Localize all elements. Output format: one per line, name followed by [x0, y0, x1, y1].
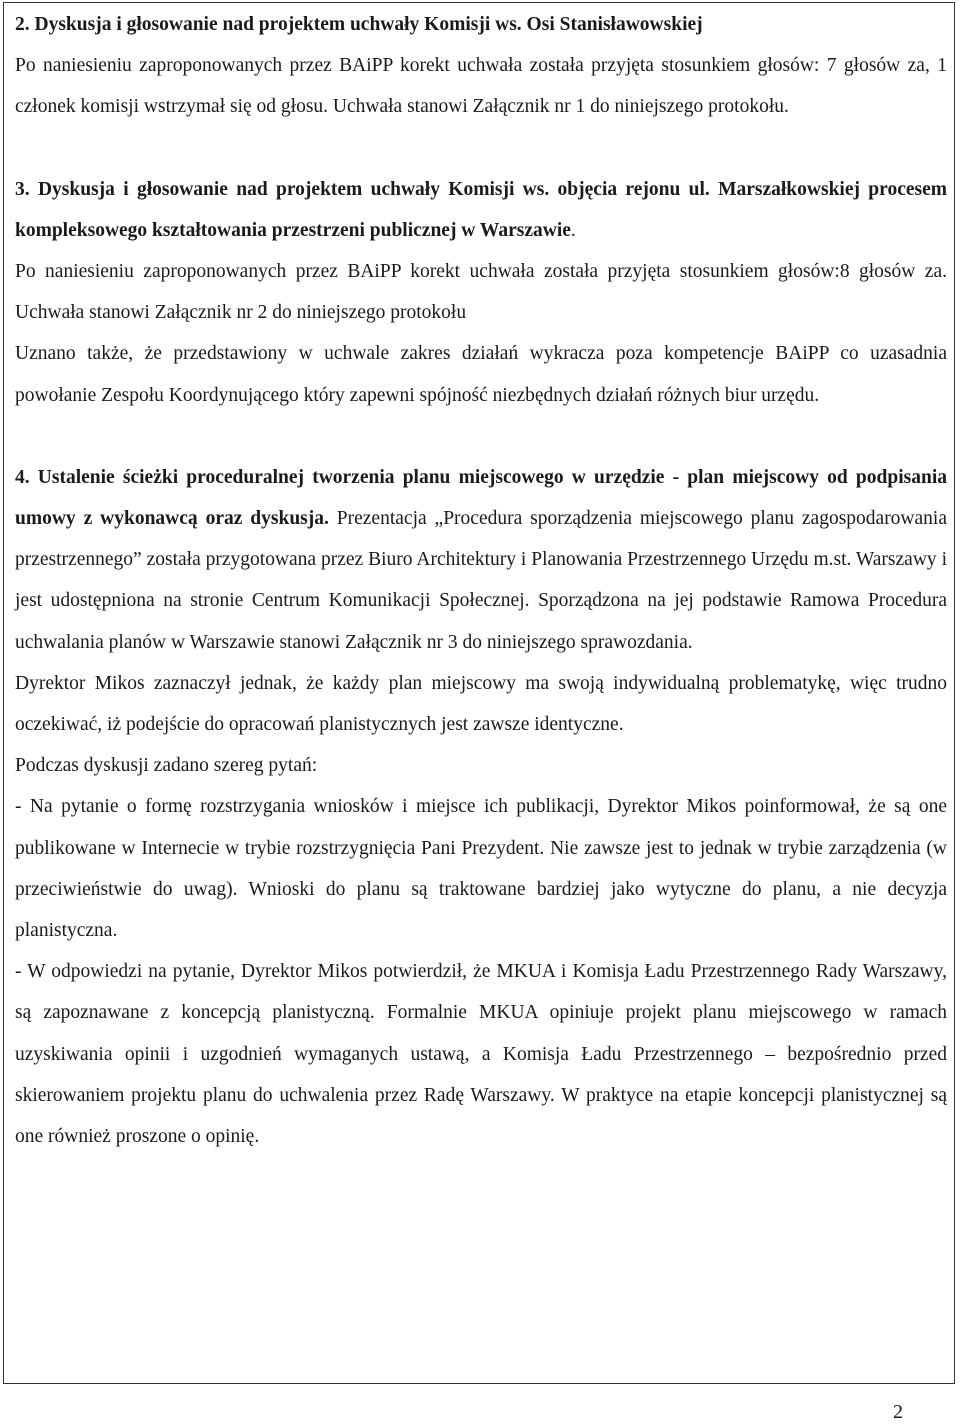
section-2-body: Po naniesieniu zaproponowanych przez BAiPP korekt uchwała została przyjęta stosunkiem głosów: 7 głosów za, 1 członek komisji wstrzymał się od głosu. Uchwała stanowi Załącznik nr 1 do niniejszego protokołu.: [15, 55, 947, 118]
section-3-note: Uznano także, że przedstawiony w uchwale zakres działań wykracza poza kompetencje BAiPP co uzasadnia powołanie Zespołu Koordynującego który zapewni spójność niezbędnych działań różnych biur urzędu.: [15, 343, 947, 406]
section-3-body: Po naniesieniu zaproponowanych przez BAiPP korekt uchwała została przyjęta stosunkiem głosów:8 głosów za. Uchwała stanowi Załącznik nr 2 do niniejszego protokołu: [15, 261, 947, 324]
section-4-questions-intro: Podczas dyskusji zadano szereg pytań:: [15, 755, 318, 777]
section-4-heading: 4. Ustalenie ścieżki proceduralnej tworzenia planu miejscowego w urzędzie - plan miejscowy od podpisania umowy z wykonawcą oraz dyskusja.: [15, 466, 947, 530]
section-4-director: Dyrektor Mikos zaznaczył jednak, że każdy plan miejscowy ma swoją indywidualną problematykę, więc trudno oczekiwać, iż podejście do opracowań planistycznych jest zawsze identyczne.: [15, 672, 947, 736]
section-2: [15, 4, 947, 128]
document-body: [15, 4, 947, 1157]
section-4-question-2: - W odpowiedzi na pytanie, Dyrektor Mikos potwierdził, że MKUA i Komisja Ładu Przestrzennego Rady Warszawy, są zapoznawane z koncepcją planistyczną. Formalnie MKUA opiniuje projekt planu miejscowego w ramach uzyskiwania opinii i uzgodnień wymaganych ustawą, a Komisja Ładu Przestrzennego – bezpośrednio przed skierowaniem projektu planu do uchwalenia przez Radę Warszawy. W praktyce na etapie koncepcji planistycznej są one również proszone o opinię.: [15, 961, 947, 1148]
page-number: 2: [893, 1401, 903, 1423]
section-4-body: Prezentacja „Procedura sporządzenia miejscowego planu zagospodarowania przestrzennego” została przygotowana przez Biuro Architektury i Planowania Przestrzennego Urzędu m.st. Warszawy i jest udostępniona na stronie Centrum Komunikacji Społecznej. Sporządzona na jej podstawie Ramowa Procedura uchwalania planów w Warszawie stanowi Załącznik nr 3 do niniejszego sprawozdania.: [15, 508, 947, 653]
section-4-question-1: - Na pytanie o formę rozstrzygania wniosków i miejsce ich publikacji, Dyrektor Mikos poinformował, że są one publikowane w Internecie w trybie rozstrzygnięcia Pani Prezydent. Nie zawsze jest to jednak w trybie zarządzenia (w przeciwieństwie do uwag). Wnioski do planu są traktowane bardziej jako wytyczne do planu, a nie decyzja planistyczna.: [15, 796, 947, 942]
section-4: [15, 457, 947, 663]
section-3-heading-end: .: [570, 219, 576, 241]
section-3-heading: 3. Dyskusja i głosowanie nad projektem uchwały Komisji ws. objęcia rejonu ul. Marszałkowskiej procesem kompleksowego kształtowania przestrzeni publicznej w Warszawie: [15, 178, 947, 241]
section-3-heading-paragraph: [15, 169, 947, 251]
section-2-heading: 2. Dyskusja i głosowanie nad projektem uchwały Komisji ws. Osi Stanisławowskiej: [15, 14, 703, 35]
